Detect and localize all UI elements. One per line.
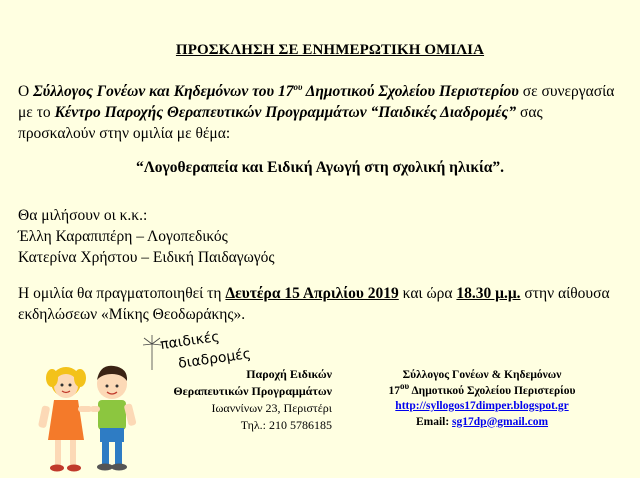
intro-text-1: Ο (18, 83, 34, 100)
event-time: 18.30 μ.μ. (456, 285, 521, 302)
schedule-text-2: και ώρα (398, 285, 457, 302)
school-name: Δημοτικού Σχολείου Περιστερίου (409, 384, 576, 397)
ordinal-suffix: ου (293, 81, 303, 92)
center-phone: Τηλ.: 210 5786185 (240, 418, 332, 432)
school-ordinal: ου (400, 380, 410, 391)
girl-figure (38, 367, 92, 472)
boy-figure (90, 366, 137, 471)
association-school (354, 380, 610, 400)
intro-paragraph (18, 81, 618, 144)
email-link[interactable]: sg17dp@gmail.com (452, 415, 549, 428)
speakers-block (18, 205, 275, 268)
talk-theme: “Λογοθεραπεία και Ειδική Αγωγή στη σχολική ηλικία”. (135, 159, 505, 176)
intro-text-2: σε συνεργασία με το (18, 83, 615, 121)
speaker-1: Έλλη Καραπιπέρη – Λογοπεδικός (18, 228, 228, 245)
schedule-text-1: Η ομιλία θα πραγματοποιηθεί τη (18, 285, 226, 302)
email-label: Email: (415, 415, 453, 428)
speakers-heading: Θα μιλήσουν οι κ.κ.: (18, 207, 148, 224)
schedule-text-3: στην αίθουσα εκδηλώσεων «Μίκης Θεοδωράκης». (18, 285, 610, 323)
logo-text-line1: παιδικές (159, 328, 221, 354)
center-info-name2: Θεραπευτικών Προγραμμάτων (173, 384, 332, 398)
school-number: 17 (388, 384, 401, 397)
association-name-part2: Δημοτικού Σχολείου Περιστερίου (302, 83, 519, 100)
logo-text-line2: διαδρομές (177, 345, 253, 373)
schedule-paragraph (18, 283, 618, 325)
association-name-part1: Σύλλογος Γονέων και Κηδεμόνων του 17 (33, 83, 294, 100)
intro-text-3: σας προσκαλούν στην ομιλία με θέμα: (18, 104, 543, 142)
email-line (354, 415, 610, 431)
speaker-2: Κατερίνα Χρήστου – Ειδική Παιδαγωγός (18, 249, 275, 266)
association-name: Σύλλογος Γονέων & Κηδεμόνων (402, 369, 562, 381)
event-date: Δευτέρα 15 Απριλίου 2019 (225, 285, 399, 302)
center-info-name1: Παροχή Ειδικών (246, 367, 332, 381)
association-contact-block (354, 368, 610, 430)
invitation-title: ΠΡΟΣΚΛΗΣΗ ΣΕ ΕΝΗΜΕΡΩΤΙΚΗ ΟΜΙΛΙΑ (175, 42, 485, 58)
center-address: Ιωαννίνων 23, Περιστέρι (211, 401, 332, 415)
center-contact-block (150, 366, 332, 434)
blog-link[interactable]: http://syllogos17dimper.blogspot.gr (395, 400, 569, 412)
center-name: Κέντρο Παροχής Θεραπευτικών Προγραμμάτων “Παιδικές Διαδρομές” (54, 104, 517, 121)
